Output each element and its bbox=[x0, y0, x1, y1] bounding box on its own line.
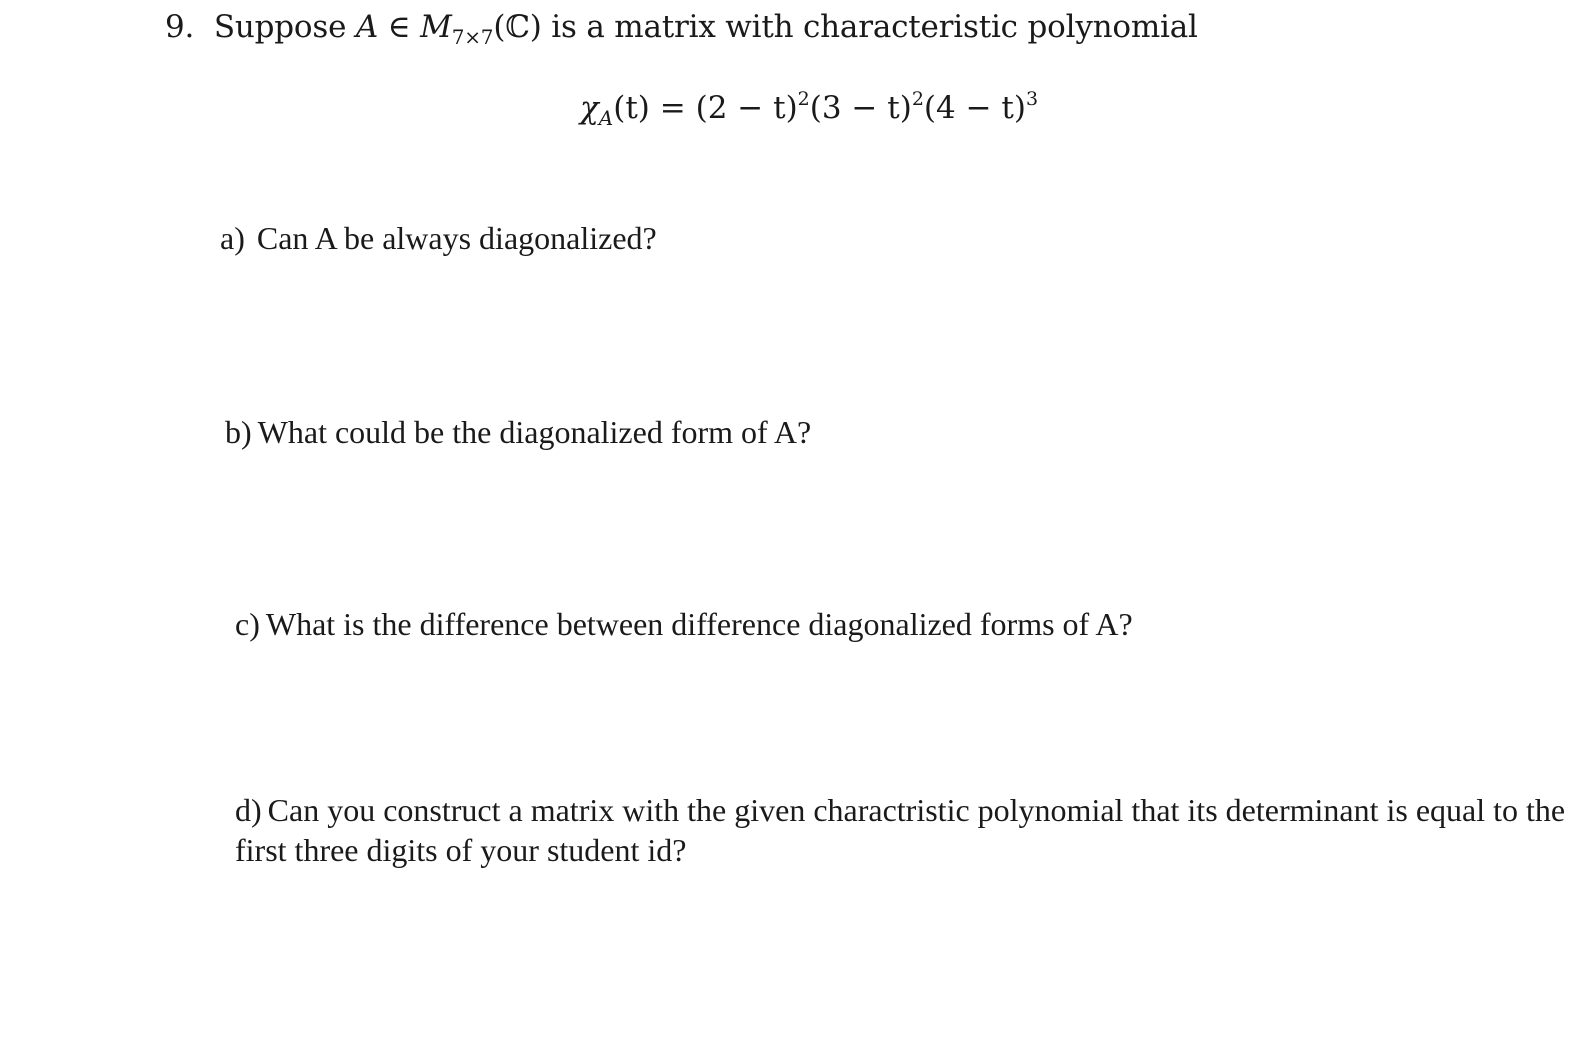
problem-statement bbox=[165, 2, 1198, 62]
chi-subscript: A bbox=[598, 106, 614, 130]
question-d bbox=[235, 790, 1575, 870]
question-c-label: c) bbox=[235, 606, 260, 642]
factor-one: (2 − t) bbox=[695, 90, 798, 126]
question-c bbox=[235, 604, 1133, 644]
factor-two: (3 − t) bbox=[809, 90, 912, 126]
problem-number: 9. bbox=[165, 9, 195, 45]
question-c-text: What is the difference between difference diagonalized forms of A? bbox=[265, 606, 1133, 642]
question-b-text: What could be the diagonalized form of A? bbox=[257, 414, 812, 450]
element-of-symbol: ∈ bbox=[387, 9, 411, 45]
question-d-label: d) bbox=[235, 792, 262, 828]
exponent-three: 3 bbox=[1025, 88, 1039, 110]
intro-word: Suppose bbox=[213, 9, 347, 45]
question-a bbox=[220, 218, 657, 258]
exponent-one: 2 bbox=[797, 88, 810, 110]
equals-sign: = bbox=[659, 90, 686, 126]
matrix-space-symbol: M bbox=[420, 9, 452, 45]
matrix-space-subscript: 7×7 bbox=[451, 25, 494, 49]
intro-rest: is a matrix with characteristic polynomial bbox=[551, 9, 1198, 45]
chi-argument: (t) bbox=[613, 90, 650, 126]
question-b-label: b) bbox=[225, 414, 252, 450]
chi-symbol: χ bbox=[580, 90, 599, 126]
exponent-two: 2 bbox=[911, 88, 924, 110]
characteristic-polynomial-equation bbox=[580, 74, 1038, 143]
question-a-text: Can A be always diagonalized? bbox=[256, 220, 657, 256]
question-d-text: Can you construct a matrix with the given charactristic polynomial that its determinant is equal to the first three digits of your student id? bbox=[235, 792, 1566, 868]
complex-field-symbol: (ℂ) bbox=[493, 9, 542, 45]
matrix-variable: A bbox=[355, 9, 379, 45]
question-a-label: a) bbox=[220, 220, 245, 256]
factor-three: (4 − t) bbox=[923, 90, 1026, 126]
question-b bbox=[225, 412, 811, 452]
